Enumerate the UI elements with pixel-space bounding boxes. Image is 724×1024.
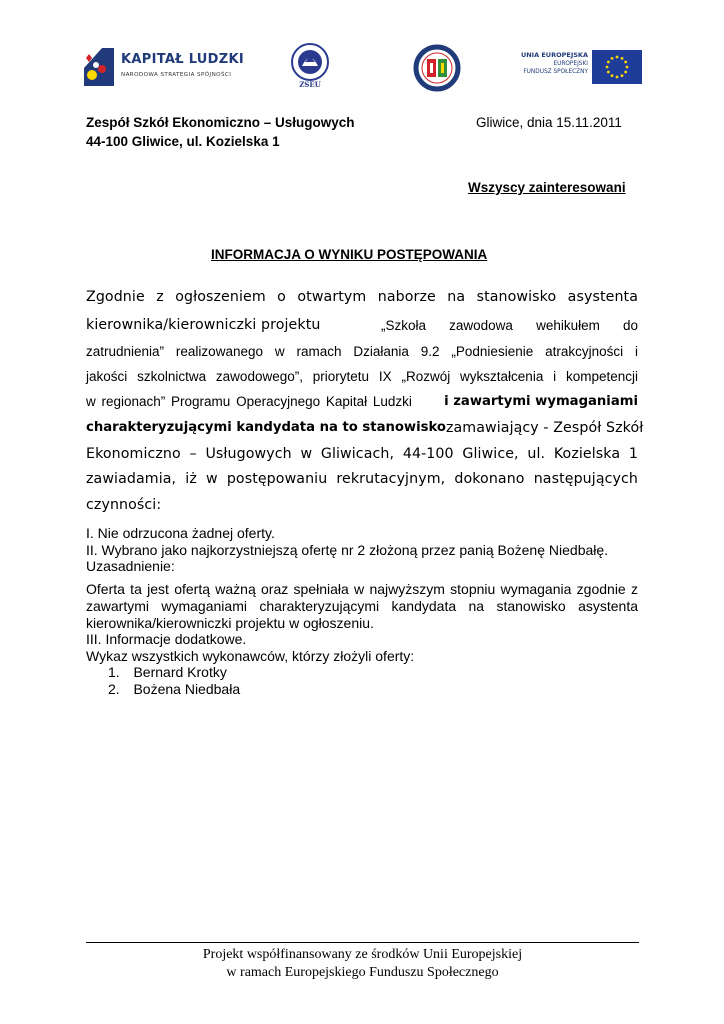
body-line-3: zatrudnienia” realizowanego w ramach Działania 9.2 „Podniesienie atrakcyjności i [86, 344, 638, 359]
contractor-name: Bernard Krotky [133, 664, 227, 680]
body-line-6b: zamawiający - Zespół Szkół [445, 420, 644, 436]
footer-line-1: Projekt współfinansowany ze środków Unii Europejskiej [202, 947, 523, 962]
body-line-1: Zgodnie z ogłoszeniem o otwartym naborze na stanowisko asystenta [86, 289, 638, 305]
body-line-8: zawiadamia, iż w postępowaniu rekrutacyjnym, dokonano następujących [86, 471, 638, 487]
eu-star-icon [607, 71, 610, 74]
recipient: Wszyscy zainteresowani [468, 180, 626, 195]
eu-logo-text [521, 50, 588, 76]
gliwice-crest-logo [413, 44, 461, 92]
sender-name: Zespół Szkół Ekonomiczno – Usługowych [86, 115, 355, 130]
gliwice-crest-icon [413, 44, 461, 92]
eu-star-icon [606, 66, 609, 69]
footer-line-2: w ramach Europejskiego Funduszu Społecznego [226, 965, 499, 980]
eu-star-icon [616, 76, 619, 79]
letter-date: Gliwice, dnia 15.11.2011 [476, 115, 622, 130]
eu-logo-line3: FUNDUSZ SPOŁECZNY [523, 69, 588, 75]
eu-star-icon [621, 74, 624, 77]
eu-star-icon [621, 57, 624, 60]
item-1: I. Nie odrzucona żadnej oferty. [86, 525, 275, 541]
eu-star-icon [624, 61, 627, 64]
kapital-ludzki-title: KAPITAŁ LUDZKI [121, 52, 244, 67]
body-line-2a: kierownika/kierowniczki projektu [86, 317, 321, 333]
sender-street: 44-100 Gliwice, ul. Kozielska 1 [86, 134, 280, 149]
zseu-emblem-icon [285, 42, 335, 82]
contractor-number: 2. [108, 681, 120, 697]
eu-star-icon [626, 66, 629, 69]
body-line-9: czynności: [86, 497, 162, 513]
body-line-7: Ekonomiczno – Usługowych w Gliwicach, 44-100 Gliwice, ul. Kozielska 1 [86, 446, 638, 462]
body-line-6 [86, 420, 644, 436]
kapital-ludzki-emblem-icon [80, 44, 118, 90]
item-3: Uzasadnienie: [86, 558, 175, 574]
eu-star-icon [624, 71, 627, 74]
item-2: II. Wybrano jako najkorzystniejszą ofertę nr 2 złożoną przez panią Bożenę Niedbałę. [86, 542, 609, 558]
justification-text: Oferta ta jest ofertą ważną oraz spełniała w najwyższym stopniu wymagania zgodnie z zawartymi wymaganiami charakteryzującymi kandydata na stanowisko asystenta kierownika/kierowniczki projektu w ogłoszeniu. [86, 581, 638, 631]
sender-address [86, 113, 355, 151]
contractor-list-item [108, 664, 227, 680]
footer-divider [86, 942, 639, 943]
body-line-5b: i zawartymi wymaganiami [444, 394, 638, 409]
body-line-2b: „Szkoła zawodowa wehikułem do [381, 318, 638, 333]
contractor-number: 1. [108, 664, 120, 680]
eu-star-icon [616, 56, 619, 59]
zseu-logo [285, 42, 335, 94]
item-5: Wykaz wszystkich wykonawców, którzy złożyli oferty: [86, 648, 415, 664]
eu-flag-icon [592, 50, 642, 84]
body-line-4: jakości szkolnictwa zawodowego”, priorytetu IX „Rozwój wykształcenia i kompetencji [86, 369, 638, 384]
eu-star-icon [611, 57, 614, 60]
eu-logo [510, 50, 642, 84]
eu-star-icon [611, 74, 614, 77]
body-line-5 [86, 394, 638, 409]
body-line-5a: w regionach” Programu Operacyjnego Kapitał Ludzki [86, 394, 412, 409]
zseu-logo-text: ZSEU [299, 80, 321, 89]
document-title: INFORMACJA O WYNIKU POSTĘPOWANIA [211, 247, 488, 262]
body-line-6a: charakteryzującymi kandydata na to stanowisko [86, 420, 446, 435]
eu-logo-line2: EUROPEJSKI [553, 61, 588, 67]
kapital-ludzki-subtitle: NARODOWA STRATEGIA SPÓJNOŚCI [121, 72, 232, 78]
eu-logo-line1: UNIA EUROPEJSKA [520, 51, 588, 59]
item-4: III. Informacje dodatkowe. [86, 631, 247, 647]
contractor-name: Bożena Niedbała [133, 681, 241, 697]
eu-star-icon [607, 61, 610, 64]
kapital-ludzki-logo [80, 44, 244, 90]
contractor-list-item [108, 681, 240, 697]
